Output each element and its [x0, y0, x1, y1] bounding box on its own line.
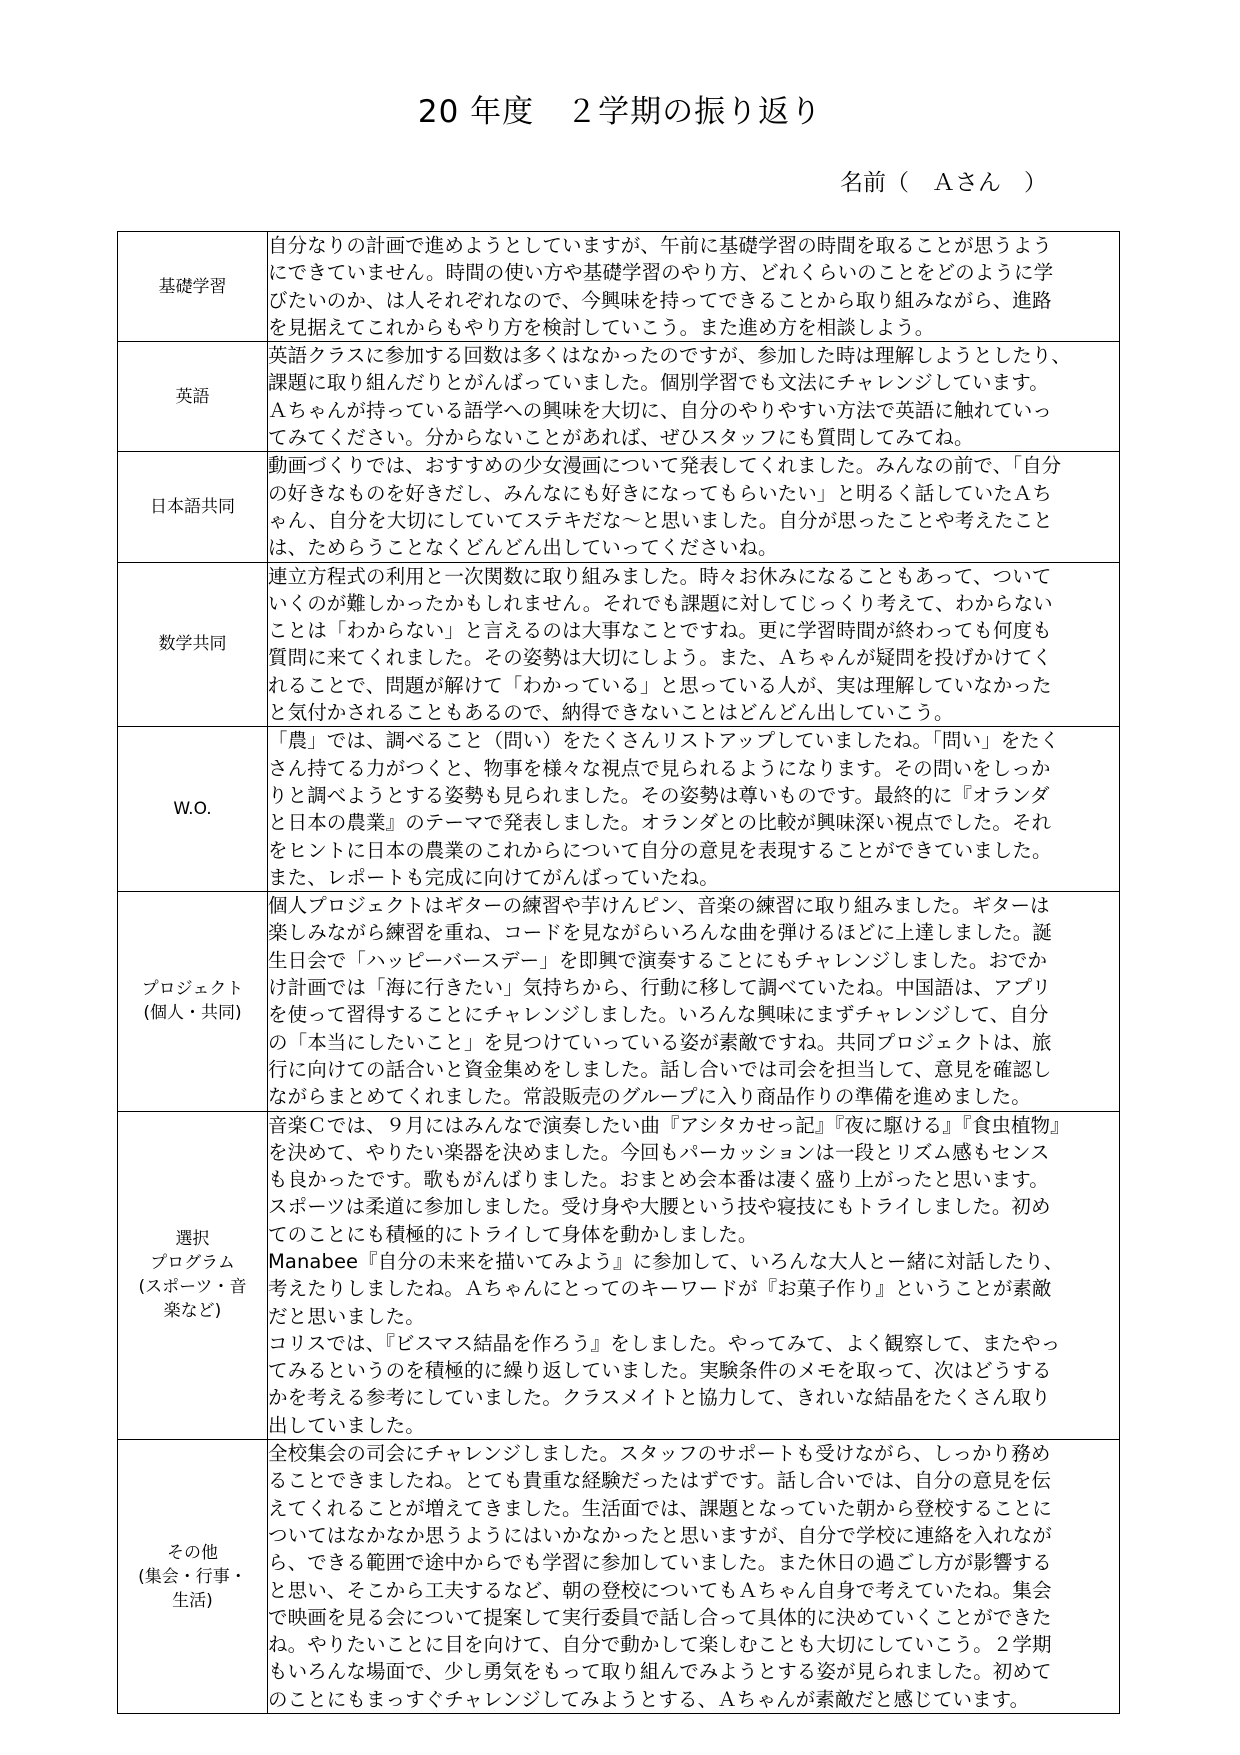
table-row — [118, 562, 1120, 727]
comment-line: だと思いました。 — [268, 1304, 425, 1328]
comment-line: 楽しみながら練習を重ね、コードを見ながらいろんな曲を弾けるほどに上達しました。誕 — [268, 921, 1053, 945]
comment-line: いくのが難しかったかもしれません。それでも課題に対してじっくり考えて、わからない — [268, 591, 1053, 615]
subject-label: その他 — [167, 1542, 218, 1563]
comment-line: 考えたりしましたね。Ａちゃんにとってのキーワードが『お菓子作り』ということが素敵 — [268, 1277, 1052, 1301]
comment-cell — [268, 562, 1120, 727]
comment-line: 連立方程式の利用と一次関数に取り組みました。時々お休みになることもあって、ついて — [268, 564, 1052, 588]
comment-line: も良かったです。歌もがんばりました。おまとめ会本番は凄く盛り上がったと思います。 — [268, 1168, 1049, 1192]
subject-label: 選択 — [175, 1229, 210, 1250]
subject-label: 日本語共同 — [150, 496, 235, 517]
comment-line: 全校集会の司会にチャレンジしました。スタッフのサポートも受けながら、しっかり務め — [268, 1442, 1051, 1466]
comment-line: 自分なりの計画で進めようとしていますが、午前に基礎学習の時間を取ることが思うよう — [268, 234, 1053, 257]
comment-line: を見据えてこれからもやり方を検討していこう。また進め方を相談しよう。 — [268, 315, 935, 339]
comment-line: さん持てる力がつくと、物事を様々な視点で見られるようになります。その問いをしっか — [268, 756, 1051, 780]
subject-label: 数学共同 — [158, 634, 227, 655]
subject-label: (個人・共同) — [143, 1003, 242, 1024]
reflection-table-body — [118, 232, 1120, 1714]
comment-line: 課題に取り組んだりとがんばっていました。個別学習でも文法にチャレンジしています。 — [268, 371, 1049, 395]
comment-line: と思い、そこから工夫するなど、朝の登校についてもＡちゃん自身で考えていたね。集会 — [268, 1578, 1052, 1602]
table-row — [118, 342, 1120, 452]
subject-label: (集会・行事・ — [138, 1566, 247, 1587]
table-row — [118, 452, 1120, 562]
comment-line: で映画を見る会について提案して実行委員で話し合って具体的に決めていくことができた — [268, 1605, 1052, 1629]
comment-line: 出していました。 — [268, 1413, 425, 1437]
subject-cell — [118, 232, 268, 342]
comment-line: コリスでは、『ビスマス結晶を作ろう』をしました。やってみて、よく観察して、またやっ — [268, 1331, 1061, 1355]
comment-line: れることで、問題が解けて「わかっている」と思っている人が、実は理解していなかった — [268, 673, 1052, 697]
comment-line: 質問に来てくれました。その姿勢は大切にしよう。また、Ａちゃんが疑問を投げかけてく — [268, 646, 1053, 670]
page-title: 20 年度 ２学期の振り返り — [417, 94, 823, 130]
comment-line: ついてはなかなか思うようにはいかなかったと思いますが、自分で学校に連絡を入れなが — [268, 1523, 1053, 1547]
comment-line: Ａちゃんが持っている語学への興味を大切に、自分のやりやすい方法で英語に触れていっ — [268, 398, 1053, 422]
comment-cell — [268, 342, 1120, 452]
comment-line: 動画づくりでは、おすすめの少女漫画について発表してくれました。みんなの前で、「自分 — [268, 454, 1062, 478]
comment-line: 個人プロジェクトはギターの練習や芋けんピン、音楽の練習に取り組みました。ギターは — [268, 894, 1050, 918]
comment-line: 音楽Ｃでは、９月にはみんなで演奏したい曲『アシタカせっ記』『夜に駆ける』『食虫植物』 — [268, 1113, 1070, 1137]
comment-line: ら、できる範囲で途中からでも学習に参加していました。また休日の過ごし方が影響する — [268, 1551, 1052, 1575]
comment-line: えてくれることが増えてきました。生活面では、課題となっていた朝から登校することに — [268, 1496, 1053, 1520]
comment-line: にできていません。時間の使い方や基礎学習のやり方、どれくらいのことをどのように学 — [268, 261, 1054, 285]
subject-label: 楽など) — [163, 1301, 222, 1322]
subject-label: 生活) — [172, 1590, 213, 1611]
subject-cell — [118, 1440, 268, 1714]
comment-line: と気付かされることもあるので、納得できないことはどんどん出していこう。 — [268, 701, 954, 725]
subject-label: (スポーツ・音 — [138, 1277, 247, 1298]
comment-line: ながらまとめてくれました。常設販売のグループに入り商品作りの準備を進めました。 — [268, 1085, 1031, 1109]
comment-line: を使って習得することにチャレンジしました。いろんな興味にまずチャレンジして、自分 — [268, 1003, 1049, 1027]
subject-cell — [118, 562, 268, 727]
subject-label: プログラム — [150, 1253, 235, 1274]
subject-label: W.O. — [173, 799, 212, 820]
comment-line: 「農」では、調べること（問い）をたくさんリストアップしていましたね。「問い」をたく — [268, 729, 1060, 753]
subject-label: 基礎学習 — [158, 276, 227, 297]
subject-label: プロジェクト — [141, 979, 244, 1000]
comment-cell — [268, 1111, 1120, 1440]
table-row — [118, 727, 1120, 892]
comment-line: また、レポートも完成に向けてがんばっていたね。 — [268, 865, 719, 889]
comment-line: と日本の農業』のテーマで発表しました。オランダとの比較が興味深い視点でした。それ — [268, 811, 1052, 835]
comment-cell — [268, 452, 1120, 562]
comment-cell — [268, 232, 1120, 342]
comment-line: ことは「わからない」と言えるのは大事なことですね。更に学習時間が終わっても何度も — [268, 619, 1052, 643]
table-row — [118, 232, 1120, 342]
comment-line: 英語クラスに参加する回数は多くはなかったのですが、参加した時は理解しようとしたり、 — [268, 344, 1072, 368]
comment-line: のことにもまっすぐチャレンジしてみようとする、Ａちゃんが素敵だと感じています。 — [268, 1687, 1030, 1711]
table-row — [118, 892, 1120, 1111]
comment-line: の「本当にしたいこと」を見つけていっている姿が素敵ですね。共同プロジェクトは、旅 — [268, 1030, 1052, 1054]
comment-line: ね。やりたいことに目を向けて、自分で動かして楽しむことも大切にしていこう。２学期 — [268, 1633, 1052, 1657]
comment-line: かを考える参考にしていました。クラスメイトと協力して、きれいな結晶をたくさん取り — [268, 1386, 1051, 1410]
comment-line: け計画では「海に行きたい」気持ちから、行動に移して調べていたね。中国語は、アプリ — [268, 976, 1052, 1000]
comment-line: もいろんな場面で、少し勇気をもって取り組んでみようとする姿が見られました。初めて — [268, 1660, 1052, 1684]
comment-line: びたいのか、は人それぞれなので、今興味を持ってできることから取り組みながら、進路 — [268, 288, 1052, 312]
reflection-table — [117, 231, 1120, 1714]
table-row — [118, 1111, 1120, 1440]
subject-cell — [118, 892, 268, 1111]
subject-cell — [118, 342, 268, 452]
comment-cell — [268, 1440, 1120, 1714]
comment-line: スポーツは柔道に参加しました。受け身や大腰という技や寝技にもトライしました。初め — [268, 1195, 1051, 1219]
comment-line: は、ためらうことなくどんどん出していってくださいね。 — [268, 536, 778, 560]
comment-line: てみるというのを積極的に繰り返していました。実験条件のメモを取って、次はどうする — [268, 1359, 1052, 1383]
comment-line: てのことにも積極的にトライして身体を動かしました。 — [268, 1222, 758, 1246]
comment-line: ることできましたね。とても貴重な経験だったはずです。話し合いでは、自分の意見を伝 — [268, 1469, 1052, 1493]
comment-line: 生日会で「ハッピーバースデー」を即興で演奏することにもチャレンジしました。おでか — [268, 948, 1048, 972]
subject-cell — [118, 452, 268, 562]
subject-label: 英語 — [175, 386, 210, 407]
comment-cell — [268, 727, 1120, 892]
subject-cell — [118, 1111, 268, 1440]
comment-line: Manabee『自分の未来を描いてみよう』に参加して、いろんな大人とー緒に対話したり、 — [268, 1249, 1064, 1273]
comment-line: を決めて、やりたい楽器を決めました。今回もパーカッションは一段とリズム感もセンス — [268, 1140, 1050, 1164]
comment-line: 行に向けての話合いと資金集めをしました。話し合いでは司会を担当して、意見を確認し — [268, 1057, 1052, 1081]
comment-line: をヒントに日本の農業のこれからについて自分の意見を表現することができていました。 — [268, 838, 1052, 862]
subject-cell — [118, 727, 268, 892]
student-name: 名前（ Ａさん ） — [840, 170, 1047, 196]
comment-line: の好きなものを好きだし、みんなにも好きになってもらいたい」と明るく話していたＡち — [268, 481, 1053, 505]
comment-line: りと調べようとする姿勢も見られました。その姿勢は尊いものです。最終的に『オランダ — [268, 783, 1050, 807]
comment-cell — [268, 892, 1120, 1111]
comment-line: ゃん、自分を大切にしていてステキだな〜と思いました。自分が思ったことや考えたこと — [268, 508, 1053, 532]
comment-line: てみてください。分からないことがあれば、ぜひスタッフにも質問してみてね。 — [268, 426, 974, 450]
table-row — [118, 1440, 1120, 1714]
